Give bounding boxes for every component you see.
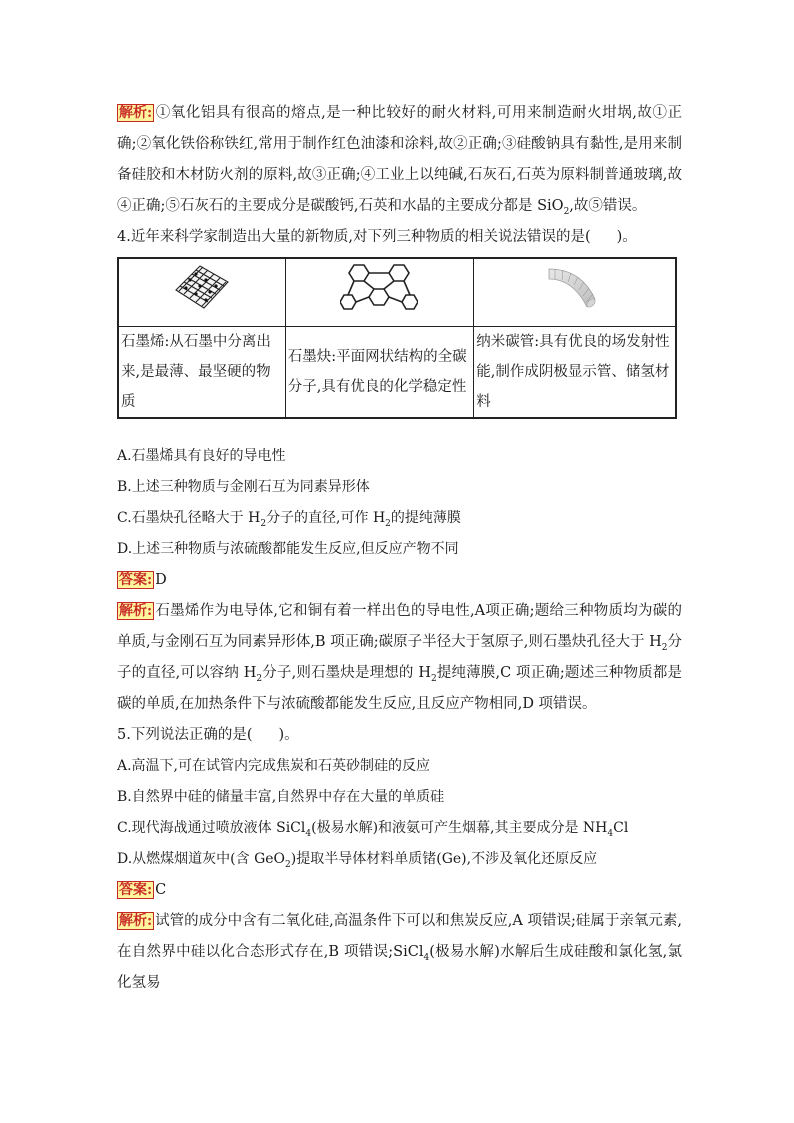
explanation-tag: 解析: (119, 913, 153, 929)
nanotube-cell (474, 258, 676, 327)
question-5-stem: 5.下列说法正确的是( )。 (117, 727, 299, 743)
graphyne-icon (340, 259, 418, 315)
nanotube-icon (547, 263, 603, 311)
q4-answer: 答案: D (119, 572, 167, 588)
q5-answer: 答案: C (119, 882, 167, 898)
nanotube-desc: 纳米碳管:具有优良的场发射性能,制作成阴极显示管、储氢材料 (474, 327, 676, 419)
q5-option-b: B.自然界中硅的储量丰富,自然界中存在大量的单质硅 (117, 789, 445, 805)
explanation-tag: 解析: (119, 105, 153, 121)
explanation-q3: 解析: ①氧化铝具有很高的熔点,是一种比较好的耐火材料,可用来制造耐火坩埚,故①正确;②氧化铁俗称铁红,常用于制作红色油漆和涂料,故②正确;③硅酸钠具有黏性,是用来制备硅胶和木材防火剂的原料,故③正确;④工业上以纯碱,石灰石,石英为原料制普通玻璃,故④正确;⑤石灰石的主要成分是碳酸钙,石英和水晶的主要成分都是 SiO$_2$,故⑤错误。 (117, 105, 682, 217)
explanation-tag: 解析: (119, 603, 153, 619)
graphene-icon (170, 260, 234, 314)
answer-tag: 答案: (119, 572, 153, 588)
q5-option-a: A.高温下,可在试管内完成焦炭和石英砂制硅的反应 (117, 758, 431, 774)
q4-explanation: 解析: 石墨烯作为电导体,它和铜有着一样出色的导电性,A项正确;题给三种物质均为碳的单质,与金刚石互为同素异形体,B 项正确;碳原子半径大于氢原子,则石墨炔孔径大于 $H_2$分子的直径,可以容纳 $H_2$分子,则石墨炔是理想的 $H_2$提纯薄膜,C 项正确;题述三种物质都是碳的单质,在加热条件下与浓硫酸都能发生反应,且反应产物相同,D 项错误。 (117, 603, 682, 712)
document-body (117, 98, 682, 999)
answer-tag: 答案: (119, 882, 153, 898)
q4-option-d: D.上述三种物质与浓硫酸都能发生反应,但反应产物不同 (117, 541, 459, 557)
q4-option-c: C.石墨炔孔径略大于 $H_2$分子的直径,可作 $H_2$的提纯薄膜 (117, 510, 461, 529)
graphene-desc: 石墨烯:从石墨中分离出来,是最薄、最坚硬的物质 (118, 327, 285, 419)
q4-option-a: A.石墨烯具有良好的导电性 (117, 448, 286, 464)
q4-option-b: B.上述三种物质与金刚石互为同素异形体 (117, 479, 370, 495)
graphyne-cell (285, 258, 474, 327)
graphyne-desc: 石墨炔:平面网状结构的全碳分子,具有优良的化学稳定性 (285, 327, 474, 419)
q5-option-c: C.现代海战通过喷放液体 SiCl$_4$(极易水解)和液氨可产生烟幕,其主要成分是 $NH_4Cl$ (117, 820, 629, 839)
materials-table (117, 257, 677, 419)
question-4-stem: 4.近年来科学家制造出大量的新物质,对下列三种物质的相关说法错误的是( )。 (117, 229, 637, 245)
q5-option-d: D.从燃煤烟道灰中(含 GeO$_2$)提取半导体材料单质锗(Ge),不涉及氧化还原反应 (117, 851, 598, 870)
graphene-cell (118, 258, 285, 327)
q5-explanation: 解析: 试管的成分中含有二氧化硅,高温条件下可以和焦炭反应,A 项错误;硅属于亲氧元素,在自然界中硅以化合态形式存在,B 项错误;SiCl$_4$(极易水解)水解后生成硅酸和氯化氢,氯化氢易 (117, 913, 682, 991)
